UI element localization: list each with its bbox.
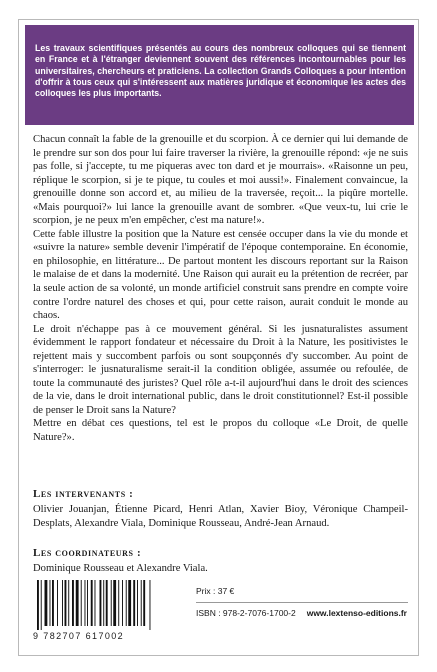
barcode-bar xyxy=(106,580,108,626)
barcode-bar xyxy=(68,580,69,626)
barcode-bar xyxy=(103,580,104,626)
isbn-label: ISBN : 978-2-7076-1700-2 xyxy=(196,608,296,618)
intervenants-heading: Les intervenants : xyxy=(33,488,134,500)
barcode-bar xyxy=(113,580,116,626)
barcode-bar xyxy=(72,580,74,626)
barcode-bar xyxy=(91,580,93,626)
barcode-bar xyxy=(85,580,86,626)
price-label: Prix : 37 € xyxy=(196,586,235,596)
coordinateurs-list: Dominique Rousseau et Alexandre Viala. xyxy=(33,563,208,574)
barcode-bar xyxy=(122,580,123,626)
barcode-bar xyxy=(128,580,131,626)
paragraph-nature: Cette fable illustre la position que la Nature est censée occuper dans la vie du monde et «suivre la nature» semble devenir l'impératif de l'époque contemporaine. En économie, en philosophie, en littérature... De partout montent les discours reportant sur la Raison le malaise de et dans la modernité. Une Raison qui aurait eu la prétention de recréer, par la seule action de sa volonté, un monde artificiel construit sans prendre en compte voire contre l'ordre naturel des choses et qui, pour cette raison, aurait conduit le monde au chaos. xyxy=(33,228,408,322)
banner-text: Les travaux scientifiques présentés au cours des nombreux colloques qui se tiennent en France et à l'étranger deviennent souvent des références incontournables pour les universitaires, chercheurs et praticiens. La collection Grands Colloques a pour intention d'offrir à tous ceux qui s'intéressent aux matières juridique et économique les actes des colloques les plus importants. xyxy=(35,43,406,99)
paragraph-colloque: Mettre en débat ces questions, tel est le propos du colloque «Le Droit, de quelle Nature?». xyxy=(33,418,408,444)
barcode-bar xyxy=(52,580,54,626)
barcode-bar xyxy=(150,580,151,630)
barcode-bar xyxy=(95,580,96,626)
barcode-bar xyxy=(81,580,82,626)
barcode-bar xyxy=(62,580,63,626)
collection-banner xyxy=(25,25,414,125)
barcode-bar xyxy=(137,580,138,626)
barcode-bar xyxy=(100,580,102,626)
barcode-bar xyxy=(41,580,42,630)
barcode-bar xyxy=(143,580,145,626)
price-divider xyxy=(196,602,408,603)
coordinateurs-heading: Les coordinateurs : xyxy=(33,547,142,559)
paragraph-droit: Le droit n'échappe pas à ce mouvement général. Si les jusnaturalistes assument évidemment le rapport fondateur et nécessaire du Droit à la Nature, les positivistes le rejettent mais y succombent parfois ou sont soupçonnés d'y succomber. Au point de s'interroger: le jusnaturalisme serait-il la condition obligée, assumée ou refoulée, de toute la communauté des juristes? Quel rôle a-t-il aujourd'hui dans le droit des sciences de la vie, dans le droit international public, dans le droit constitutionnel? Est-il possible de penser le Droit sans la Nature? xyxy=(33,323,408,416)
barcode-bar xyxy=(111,580,112,626)
barcode-bar xyxy=(87,580,88,626)
intervenants-section xyxy=(33,488,408,530)
barcode-bar xyxy=(37,580,39,630)
barcode-bar xyxy=(76,580,79,626)
barcode-digits: 9 782707 617002 xyxy=(33,631,125,641)
publisher-url[interactable]: www.lextenso-editions.fr xyxy=(306,608,407,618)
barcode-bar xyxy=(118,580,119,626)
barcode-bar xyxy=(57,580,58,626)
barcode xyxy=(33,580,153,646)
barcode-bar xyxy=(65,580,67,626)
barcode-bar xyxy=(126,580,127,626)
barcode-bars xyxy=(33,580,153,630)
barcode-bar xyxy=(50,580,51,626)
coordinateurs-section xyxy=(33,547,408,576)
barcode-bar xyxy=(45,580,48,626)
barcode-bar xyxy=(141,580,142,626)
paragraph-fable: Chacun connaît la fable de la grenouille et du scorpion. À ce dernier qui lui demande de le prendre sur son dos pour lui faire traverser la rivière, la grenouille répond: «je ne suis pas folle, si j'accepte, tu me piqueras avec ton dard et je mourrais». «Raisonne un peu, réplique le scorpion, si je te pique, tu coules et moi aussi!». Finalement convaincue, la grenouille donne son accord et, au milieu de la traversée, reçoit... la piqûre mortelle. «Mais pourquoi?» lui lance la grenouille avant de sombrer. «Que veux-tu, lui crie le scorpion, je ne peux m'en empêcher, c'est ma nature!». xyxy=(33,134,408,227)
barcode-bar xyxy=(133,580,135,626)
back-cover-text xyxy=(33,133,408,445)
intervenants-list: Olivier Jouanjan, Étienne Picard, Henri Atlan, Xavier Bioy, Véronique Champeil-Desplats, Alexandre Viala, Dominique Rousseau, André-Jean Arnaud. xyxy=(33,504,408,529)
